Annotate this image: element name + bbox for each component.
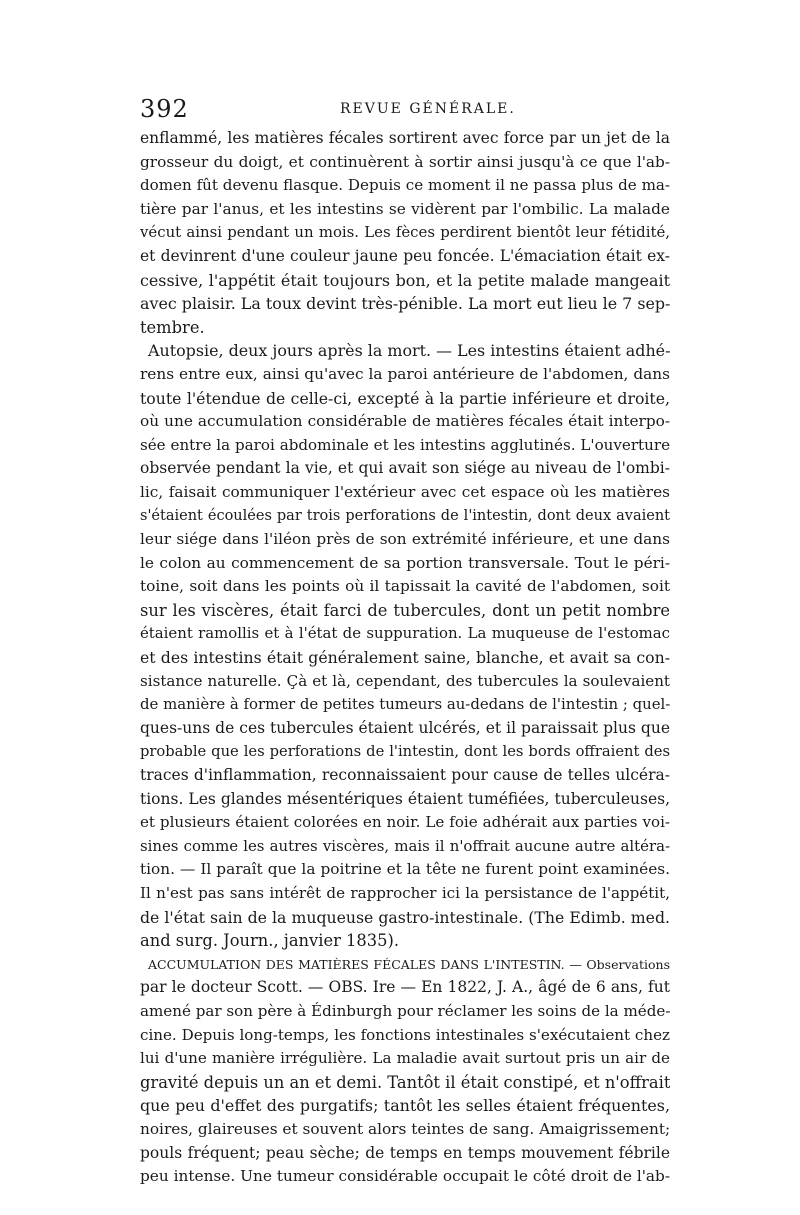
text-line: lui d'une manière irrégulière. La maladie avait surtout pris un air de [140, 1049, 670, 1068]
text-line: tembre. [140, 317, 205, 337]
text-line: traces d'inflammation, reconnaissaient pour cause de telles ulcéra- [140, 766, 670, 785]
text-line: domen fût devenu flasque. Depuis ce moment il ne passa plus de ma- [140, 176, 670, 195]
text-line: lic, faisait communiquer l'extérieur avec cet espace où les matières [140, 482, 670, 501]
text-line: tion. — Il paraît que la poitrine et la tête ne furent point examinées. [140, 860, 670, 879]
text-line: tions. Les glandes mésentériques étaient tuméfiées, tuberculeuses, [140, 789, 670, 808]
text-line: Il n'est pas sans intérêt de rapprocher ici la persistance de l'appétit, [140, 884, 670, 902]
text-line: gravité depuis un an et demi. Tantôt il était constipé, et n'offrait [140, 1072, 670, 1092]
page-header [140, 95, 670, 125]
text-line: sée entre la paroi abdominale et les intestins agglutinés. L'ouverture [140, 435, 670, 454]
text-line: vécut ainsi pendant un mois. Les fèces perdirent bientôt leur fétidité, [140, 223, 670, 242]
text-line: de l'état sain de la muqueuse gastro-intestinale. (The Edimb. med. [140, 907, 670, 927]
text-line: avec plaisir. La toux devint très-pénible. La mort eut lieu le 7 sep- [140, 294, 670, 314]
text-line: et plusieurs étaient colorées en noir. Le foie adhérait aux parties voi- [140, 813, 670, 832]
text-line: peu intense. Une tumeur considérable occupait le côté droit de l'ab- [140, 1167, 670, 1186]
text-line: enflammé, les matières fécales sortirent avec force par un jet de la [140, 129, 670, 147]
text-line: sines comme les autres viscères, mais il n'offrait aucune autre altéra- [140, 836, 670, 855]
text-line: par le docteur Scott. — OBS. Ire — En 1822, J. A., âgé de 6 ans, fut [140, 978, 670, 997]
running-head: REVUE GÉNÉRALE. [340, 101, 516, 117]
text-line: s'étaient écoulées par trois perforations de l'intestin, dont deux avaient [140, 507, 670, 524]
page-number: 392 [140, 95, 189, 123]
text-line: de manière à former de petites tumeurs au-dedans de l'intestin ; quel- [140, 695, 670, 714]
text-line: étaient ramollis et à l'état de suppuration. La muqueuse de l'estomac [140, 624, 670, 643]
text-line: cessive, l'appétit était toujours bon, et la petite malade mangeait [140, 270, 670, 290]
text-line: sur les viscères, était farci de tubercules, dont un petit nombre [140, 600, 670, 620]
text-line: amené par son père à Édinburgh pour réclamer les soins de la méde- [140, 1001, 670, 1020]
text-line: observée pendant la vie, et qui avait son siége au niveau de l'ombi- [140, 459, 670, 478]
autopsy-heading-line: Autopsie, deux jours après la mort. — Les intestins étaient adhé- [148, 341, 670, 361]
text-line: où une accumulation considérable de matières fécales était interpo- [140, 412, 670, 431]
text-line: rens entre eux, ainsi qu'avec la paroi antérieure de l'abdomen, dans [140, 364, 670, 383]
text-line: que peu d'effet des purgatifs; tantôt les selles étaient fréquentes, [140, 1096, 670, 1116]
text-line: ques-uns de ces tubercules étaient ulcérés, et il paraissait plus que [140, 718, 670, 737]
text-line: leur siége dans l'iléon près de son extrémité inférieure, et une dans [140, 530, 670, 549]
text-line: sistance naturelle. Çà et là, cependant, des tubercules la soulevaient [140, 671, 670, 690]
text-line: noires, glaireuses et souvent alors teintes de sang. Amaigrissement; [140, 1119, 670, 1138]
text-line: et des intestins était généralement saine, blanche, et avait sa con- [140, 648, 670, 668]
citation-line: and surg. Journ., janvier 1835). [140, 931, 399, 951]
text-line: cine. Depuis long-temps, les fonctions intestinales s'exécutaient chez [140, 1025, 670, 1044]
text-line: toute l'étendue de celle-ci, excepté à la partie inférieure et droite, [140, 388, 670, 408]
text-line: et devinrent d'une couleur jaune peu foncée. L'émaciation était ex- [140, 246, 670, 265]
text-line: probable que les perforations de l'intestin, dont les bords offraient des [140, 743, 670, 761]
text-line: toine, soit dans les points où il tapissait la cavité de l'abdomen, soit [140, 577, 670, 596]
text-line: le colon au commencement de sa portion transversale. Tout le péri- [140, 553, 670, 572]
section-heading-line: ACCUMULATION DES MATIÈRES FÉCALES DANS L'INTESTIN. — Observations [148, 956, 670, 972]
text-line: tière par l'anus, et les intestins se vidèrent par l'ombilic. La malade [140, 199, 670, 218]
text-line: grosseur du doigt, et continuèrent à sortir ainsi jusqu'à ce que l'ab- [140, 152, 670, 171]
text-line: pouls fréquent; peau sèche; de temps en temps mouvement fébrile [140, 1143, 670, 1162]
body-text [140, 127, 670, 1189]
